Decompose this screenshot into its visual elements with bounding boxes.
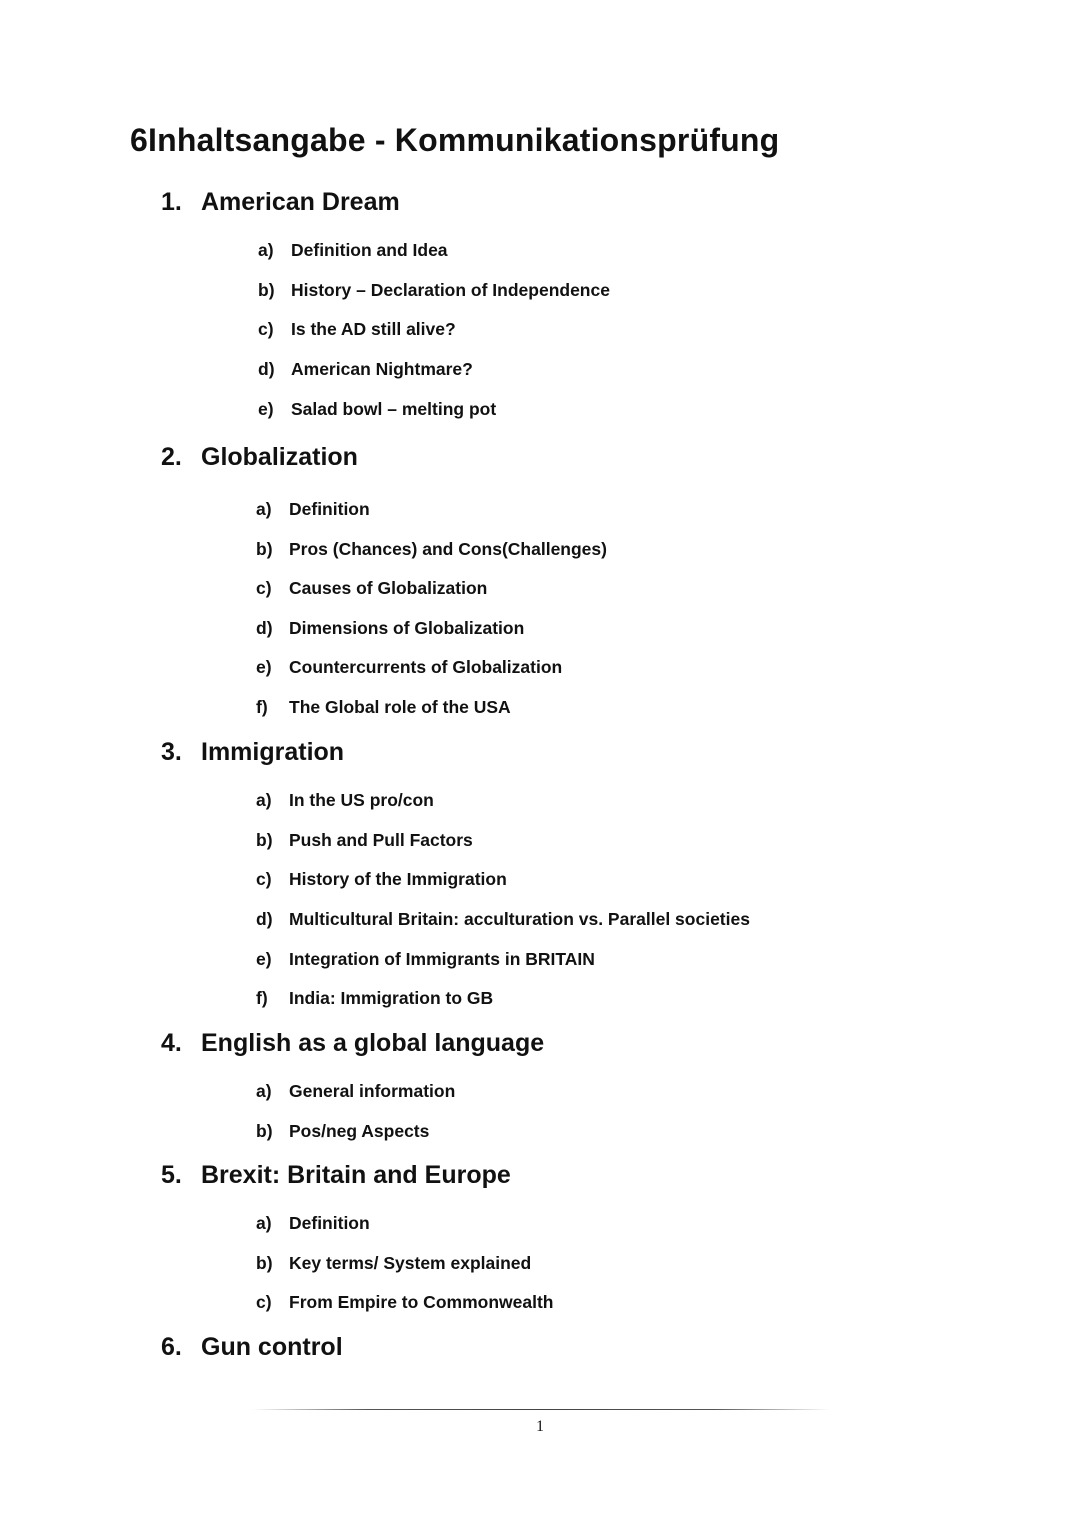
item-text: Causes of Globalization	[289, 578, 488, 598]
item-marker: d)	[258, 359, 275, 379]
item-text: History of the Immigration	[289, 869, 507, 889]
section-title: Immigration	[201, 738, 345, 766]
item-marker: f)	[256, 697, 268, 717]
item-marker: a)	[256, 790, 272, 810]
item-text: Integration of Immigrants in BRITAIN	[289, 949, 595, 969]
item-marker: b)	[256, 830, 273, 850]
item-text: Definition and Idea	[291, 240, 448, 260]
item-text: The Global role of the USA	[289, 697, 511, 717]
section-number: 4.	[161, 1029, 182, 1057]
section-number: 3.	[161, 738, 182, 766]
item-marker: b)	[256, 1253, 273, 1273]
section-heading-brexit	[161, 1161, 511, 1190]
list-item	[256, 499, 370, 520]
item-marker: e)	[258, 399, 274, 419]
item-text: General information	[289, 1081, 456, 1101]
list-item	[258, 319, 456, 340]
item-text: History – Declaration of Independence	[291, 280, 610, 300]
list-item	[256, 830, 473, 851]
item-marker: b)	[256, 1121, 273, 1141]
item-text: India: Immigration to GB	[289, 988, 494, 1008]
item-marker: c)	[256, 578, 272, 598]
section-number: 2.	[161, 443, 182, 471]
item-text: Pros (Chances) and Cons(Challenges)	[289, 539, 607, 559]
item-text: American Nightmare?	[291, 359, 473, 379]
list-item	[256, 657, 562, 678]
list-item	[256, 1253, 531, 1274]
section-heading-gun-control	[161, 1333, 343, 1362]
section-title: Globalization	[201, 443, 358, 471]
item-marker: d)	[256, 909, 273, 929]
list-item	[256, 1292, 553, 1313]
list-item	[256, 578, 487, 599]
item-text: From Empire to Commonwealth	[289, 1292, 554, 1312]
section-number: 1.	[161, 188, 182, 216]
list-item	[256, 1121, 429, 1142]
item-marker: c)	[256, 869, 272, 889]
list-item	[256, 790, 434, 811]
section-number: 6.	[161, 1333, 182, 1361]
item-marker: b)	[256, 539, 273, 559]
item-text: Countercurrents of Globalization	[289, 657, 563, 677]
list-item	[256, 539, 607, 560]
item-marker: c)	[258, 319, 274, 339]
item-marker: f)	[256, 988, 268, 1008]
list-item	[258, 399, 496, 420]
section-title: Brexit: Britain and Europe	[201, 1161, 511, 1189]
list-item	[256, 697, 511, 718]
footer-divider	[252, 1409, 830, 1410]
item-marker: b)	[258, 280, 275, 300]
section-title: American Dream	[201, 188, 400, 216]
list-item	[256, 1081, 455, 1102]
list-item	[256, 618, 524, 639]
section-title: English as a global language	[201, 1029, 545, 1057]
list-item	[258, 359, 473, 380]
section-heading-globalization	[161, 443, 358, 472]
item-text: Definition	[289, 499, 370, 519]
list-item	[256, 949, 595, 970]
item-marker: e)	[256, 949, 272, 969]
item-marker: c)	[256, 1292, 272, 1312]
item-text: Is the AD still alive?	[291, 319, 456, 339]
list-item	[256, 1213, 370, 1234]
list-item	[256, 988, 493, 1009]
section-heading-immigration	[161, 738, 344, 767]
item-text: Salad bowl – melting pot	[291, 399, 497, 419]
list-item	[258, 280, 610, 301]
section-number: 5.	[161, 1161, 182, 1189]
list-item	[256, 869, 507, 890]
item-marker: a)	[256, 499, 272, 519]
item-text: Pos/neg Aspects	[289, 1121, 430, 1141]
item-marker: e)	[256, 657, 272, 677]
item-text: Multicultural Britain: acculturation vs. Parallel societies	[289, 909, 750, 929]
item-text: Push and Pull Factors	[289, 830, 473, 850]
item-text: In the US pro/con	[289, 790, 434, 810]
section-title: Gun control	[201, 1333, 343, 1361]
item-marker: a)	[256, 1213, 272, 1233]
section-heading-english-global-language	[161, 1029, 544, 1058]
item-text: Key terms/ System explained	[289, 1253, 532, 1273]
item-marker: d)	[256, 618, 273, 638]
document-title: 6Inhaltsangabe - Kommunikationsprüfung	[130, 122, 780, 158]
list-item	[256, 909, 750, 930]
item-text: Dimensions of Globalization	[289, 618, 525, 638]
section-heading-american-dream	[161, 188, 400, 217]
item-marker: a)	[258, 240, 274, 260]
page-number: 1	[536, 1418, 544, 1435]
item-marker: a)	[256, 1081, 272, 1101]
list-item	[258, 240, 448, 261]
item-text: Definition	[289, 1213, 370, 1233]
